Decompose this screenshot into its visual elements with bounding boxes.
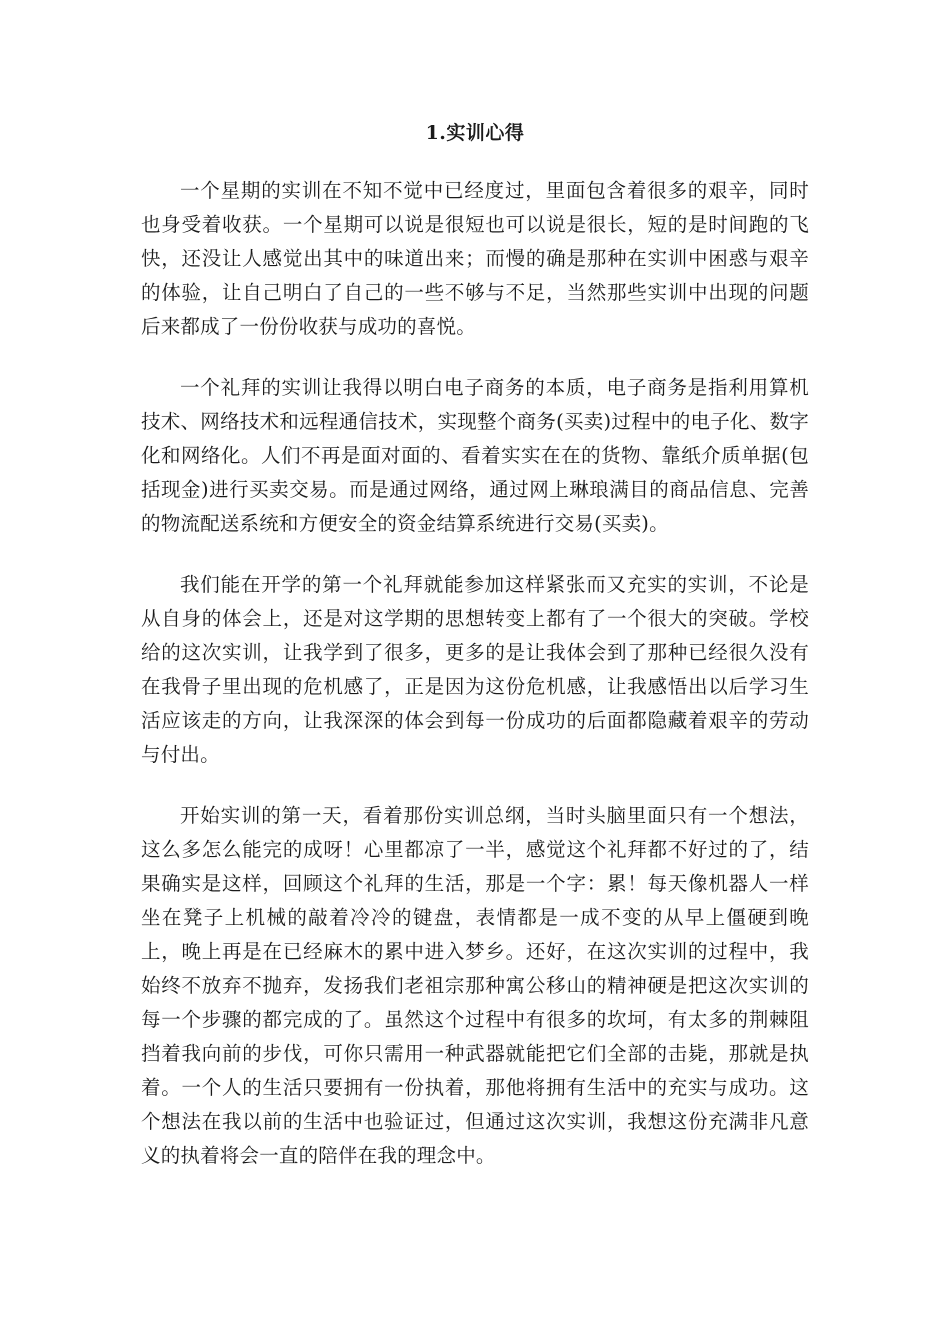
paragraph-4: 开始实训的第一天，看着那份实训总纲，当时头脑里面只有一个想法，这么多怎么能完的成呀！心里都凉了一半，感觉这个礼拜都不好过的了，结果确实是这样，回顾这个礼拜的生活，那是一个字：累！每天像机器人一样坐在凳子上机械的敲着冷冷的键盘，表情都是一成不变的从早上僵硬到晚上，晚上再是在已经麻木的累中进入梦乡。还好，在这次实训的过程中，我始终不放弃不抛弃，发扬我们老祖宗那种寓公移山的精神硬是把这次实训的每一个步骤的都完成的了。虽然这个过程中有很多的坎坷，有太多的荆棘阻挡着我向前的步伐，可你只需用一种武器就能把它们全部的击毙，那就是执着。一个人的生活只要拥有一份执着，那他将拥有生活中的充实与成功。这个想法在我以前的生活中也验证过，但通过这次实训，我想这份充满非凡意义的执着将会一直的陪伴在我的理念中。 xyxy=(141,804,809,1167)
paragraph-1: 一个星期的实训在不知不觉中已经度过，里面包含着很多的艰辛，同时也身受着收获。一个星期可以说是很短也可以说是很长，短的是时间跑的飞快，还没让人感觉出其中的味道出来；而慢的确是那种在实训中困惑与艰辛的体验，让自己明白了自己的一些不够与不足，当然那些实训中出现的问题后来都成了一份份收获与成功的喜悦。 xyxy=(141,179,809,338)
document-title: 1.实训心得 xyxy=(425,122,525,144)
document-page xyxy=(141,118,809,1200)
paragraph-2: 一个礼拜的实训让我得以明白电子商务的本质，电子商务是指利用算机技术、网络技术和远程通信技术，实现整个商务(买卖)过程中的电子化、数字化和网络化。人们不再是面对面的、看着实实在在的货物、靠纸介质单据(包括现金)进行买卖交易。而是通过网络，通过网上琳琅满目的商品信息、完善的物流配送系统和方便安全的资金结算系统进行交易(买卖)。 xyxy=(141,376,809,535)
paragraph-3: 我们能在开学的第一个礼拜就能参加这样紧张而又充实的实训，不论是从自身的体会上，还是对这学期的思想转变上都有了一个很大的突破。学校给的这次实训，让我学到了很多，更多的是让我体会到了那种已经很久没有在我骨子里出现的危机感了，正是因为这份危机感，让我感悟出以后学习生活应该走的方向，让我深深的体会到每一份成功的后面都隐藏着艰辛的劳动与付出。 xyxy=(141,573,809,766)
